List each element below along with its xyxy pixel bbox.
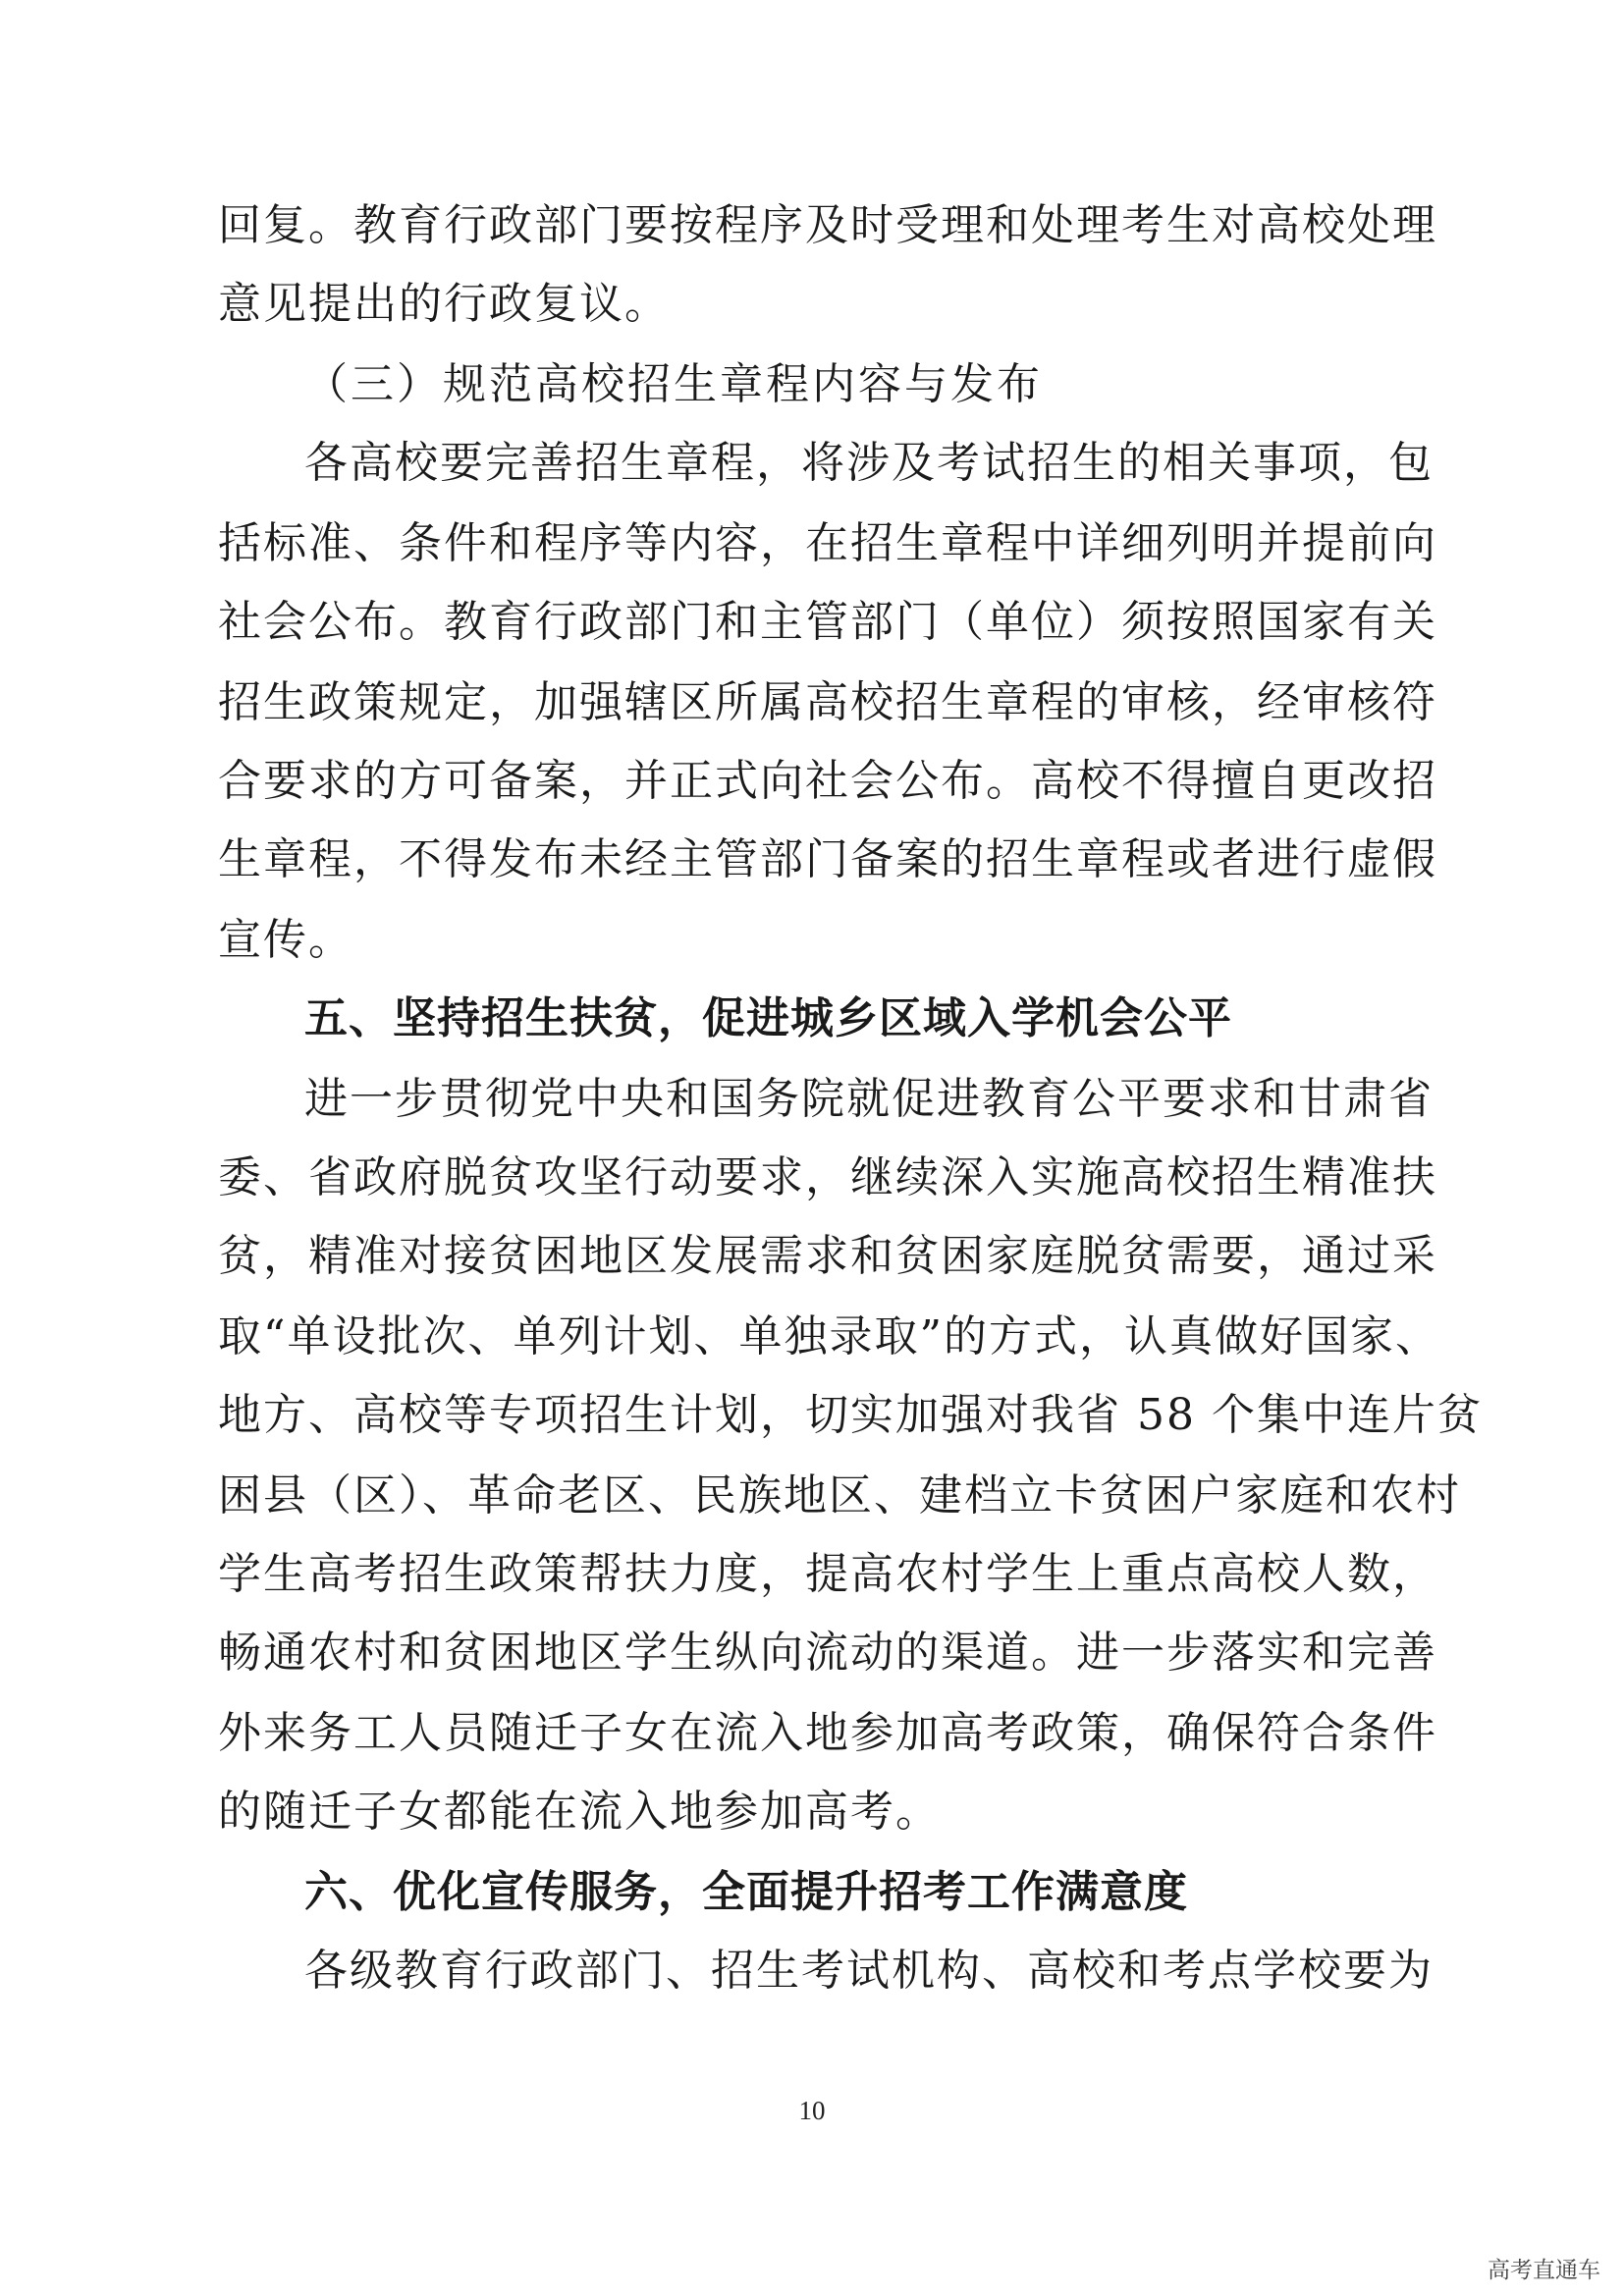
section-heading: 六、优化宣传服务，全面提升招考工作满意度 <box>304 1867 1188 1917</box>
section-subheading: （三）规范高校招生章程内容与发布 <box>304 359 1043 409</box>
paragraph-line: 畅通农村和贫困地区学生纵向流动的渠道。进一步落实和完善 <box>218 1628 1437 1678</box>
paragraph-line: 地方、高校等专项招生计划，切实加强对我省 58 个集中连片贫 <box>218 1390 1483 1440</box>
paragraph-line: 外来务工人员随迁子女在流入地参加高考政策，确保符合条件 <box>218 1708 1437 1758</box>
paragraph-line: 合要求的方可备案，并正式向社会公布。高校不得擅自更改招 <box>218 756 1437 806</box>
watermark: 高考直通车 <box>1488 2258 1600 2283</box>
paragraph-line: 生章程，不得发布未经主管部门备案的招生章程或者进行虚假 <box>218 834 1437 884</box>
paragraph-line: 贫，精准对接贫困地区发展需求和贫困家庭脱贫需要，通过采 <box>218 1231 1437 1281</box>
paragraph-line: 宣传。 <box>218 915 353 965</box>
section-heading: 五、坚持招生扶贫，促进城乡区域入学机会公平 <box>304 993 1232 1043</box>
page-number: 10 <box>798 2096 826 2125</box>
paragraph-line: 回复。教育行政部门要按程序及时受理和处理考生对高校处理 <box>218 200 1437 250</box>
paragraph-line: 委、省政府脱贫攻坚行动要求，继续深入实施高校招生精准扶 <box>218 1152 1437 1202</box>
paragraph-line: 各级教育行政部门、招生考试机构、高校和考点学校要为 <box>304 1946 1434 1996</box>
paragraph-line: 括标准、条件和程序等内容，在招生章程中详细列明并提前向 <box>218 518 1437 568</box>
paragraph-line: 社会公布。教育行政部门和主管部门（单位）须按照国家有关 <box>218 597 1437 647</box>
paragraph-line: 意见提出的行政复议。 <box>218 279 670 329</box>
paragraph-line: 学生高考招生政策帮扶力度，提高农村学生上重点高校人数， <box>218 1549 1437 1599</box>
paragraph-line: 的随迁子女都能在流入地参加高考。 <box>218 1787 941 1837</box>
paragraph-line: 困县（区）、革命老区、民族地区、建档立卡贫困户家庭和农村 <box>218 1470 1461 1521</box>
paragraph-line: 各高校要完善招生章程，将涉及考试招生的相关事项，包 <box>304 438 1434 488</box>
paragraph-line: 招生政策规定，加强辖区所属高校招生章程的审核，经审核符 <box>218 677 1437 727</box>
paragraph-line: 取“单设批次、单列计划、单独录取”的方式，认真做好国家、 <box>218 1311 1440 1362</box>
paragraph-line: 进一步贯彻党中央和国务院就促进教育公平要求和甘肃省 <box>304 1074 1434 1124</box>
